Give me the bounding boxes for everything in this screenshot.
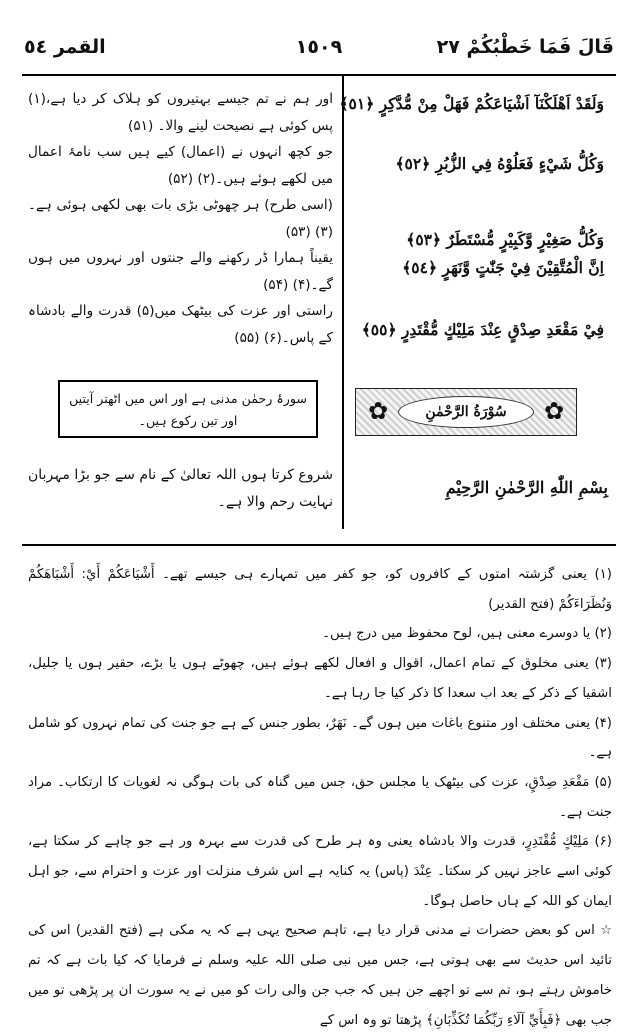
footnote-6: (۶) مَلِيْكٍ مُّقْتَدِرٍ، قدرت والا بادشاہ یعنی وہ ہر طرح کی قدرت سے بہرہ ور ہے جو چاہے کر سکتا ہے، کوئی اسے عاجز نہیں کر سکتا۔ عِنْدَ (پاس) یہ کنایہ ہے اس شرف منزلت اور عزت و احترام سے، جو اہل ایمان کو اللہ کے ہاں حاصل ہوگا۔ [28, 834, 612, 909]
flower-ornament-icon: ✿ [367, 397, 389, 425]
footnote-4: (۴) یعنی مختلف اور متنوع باغات میں ہوں گے۔ نَهَرٌ، بطور جنس کے ہے جو جنت کی تمام نہروں کو شامل ہے۔ [28, 715, 612, 761]
translation-51: اور ہم نے تم جیسے بہتیروں کو ہلاک کر دیا ہے،(۱) پس کوئی ہے نصیحت لینے والا۔ (۵۱) [28, 91, 333, 134]
footnote-1: (۱) یعنی گزشتہ امتوں کے کافروں کو، جو کفر میں تمہارے ہی جیسے تھے۔ أَشْيَاعَكُمْ أَيْ: أَشْبَاهَكُمْ وَنُظَرَاءَكُمْ (فتح القدیر) [28, 567, 612, 612]
footnote-rule [22, 544, 616, 546]
arabic-verse-55: فِيْ مَقْعَدِ صِدْقٍ عِنْدَ مَلِيْكٍ مُّقْتَدِرٍ ﴿٥٥﴾ [361, 320, 604, 339]
arabic-verse-51: وَلَقَدْ اَهْلَكْنَآ اَشْيَاعَكُمْ فَهَلْ مِنْ مُّدَّكِرٍ ﴿٥١﴾ [339, 94, 604, 113]
footnote-5: (۵) مَقْعَدِ صِدْقٍ، عزت کی بیٹھک یا مجلس حق، جس میں گناہ کی بات ہوگی نہ لغویات کا ارتکاب۔ مراد جنت ہے۔ [28, 774, 612, 820]
translation-52: جو کچھ انہوں نے (اعمال) کیے ہیں سب نامۂ اعمال میں لکھے ہوئے ہیں۔(۲) (۵۲) [28, 144, 333, 187]
surah-title-ornament [355, 388, 577, 436]
page-header [24, 30, 614, 70]
surah-title: سُوْرَةُ الرَّحْمٰنِ [398, 396, 534, 428]
translation-55: راستی اور عزت کی بیٹھک میں(۵) قدرت والے بادشاہ کے پاس۔(۶) (۵۵) [28, 303, 334, 346]
bismillah-translation: شروع کرتا ہوں اللہ تعالیٰ کے نام سے جو بڑا مہربان نہایت رحم والا ہے۔ [28, 467, 333, 510]
footnotes [28, 560, 612, 1035]
surah-info-box: سورۂ رحمٰن مدنی ہے اور اس میں اٹھتر آیتیں اور تین رکوع ہیں۔ [58, 380, 318, 438]
arabic-verse-53: وَكُلُّ صَغِيْرٍ وَّكَبِيْرٍ مُّسْتَطَرٌ ﴿٥٣﴾ [406, 230, 604, 249]
surah-name: القمر ٥٤ [24, 36, 106, 58]
flower-ornament-icon: ✿ [543, 397, 565, 425]
translation-54: یقیناً ہمارا ڈر رکھنے والے جنتوں اور نہروں میں ہوں گے۔(۴) (۵۴) [28, 250, 333, 293]
page-number: ١٥٠٩ [295, 36, 343, 58]
arabic-verse-52: وَكُلُّ شَيْءٍ فَعَلُوْهُ فِي الزُّبُرِ ﴿٥٢﴾ [395, 154, 604, 173]
bismillah-arabic: بِسْمِ اللّٰهِ الرَّحْمٰنِ الرَّحِيْمِ [445, 478, 608, 497]
translation-53: (اسی طرح) ہر چھوٹی بڑی بات بھی لکھی ہوئی ہے۔(۳) (۵۳) [28, 197, 333, 240]
footnote-3: (۳) یعنی مخلوق کے تمام اعمال، اقوال و افعال لکھے ہوئے ہیں، چھوٹے ہوں یا بڑے، حقیر ہوں یا جلیل، اشقیا کے ذکر کے بعد اب سعدا کا ذکر کیا جا رہا ہے۔ [28, 656, 612, 701]
arabic-verse-54: اِنَّ الْمُتَّقِيْنَ فِيْ جَنّٰتٍ وَّنَهَرٍ ﴿٥٤﴾ [402, 258, 604, 277]
column-divider [342, 76, 344, 529]
footnote-2: (۲) یا دوسرے معنی ہیں، لوح محفوظ میں درج ہیں۔ [322, 626, 612, 642]
footnote-star: ☆ اس کو بعض حضرات نے مدنی قرار دیا ہے، تاہم صحیح یہی ہے کہ یہ مکی ہے (فتح القدیر) اس کی تائید اس حدیث سے بھی ہوتی ہے، جس میں نبی صلی اللہ علیہ وسلم نے فرمایا کہ کیا بات ہے کہ تم خاموش رہتے ہو، تم سے تو اچھے جن ہیں کہ جب جن والی رات کو میں نے یہ سورت ان پر پڑھی تو میں جب بھی ﴿فَبِأَيِّ آلَاءِ رَبِّكُمَا تُكَذِّبَانِ﴾ پڑھتا تو وہ اس کے [28, 923, 612, 1028]
juz-title: قَالَ فَمَا خَطْبُکُمْ ٢٧ [436, 36, 614, 58]
header-rule [22, 74, 616, 76]
urdu-translation [28, 86, 333, 351]
